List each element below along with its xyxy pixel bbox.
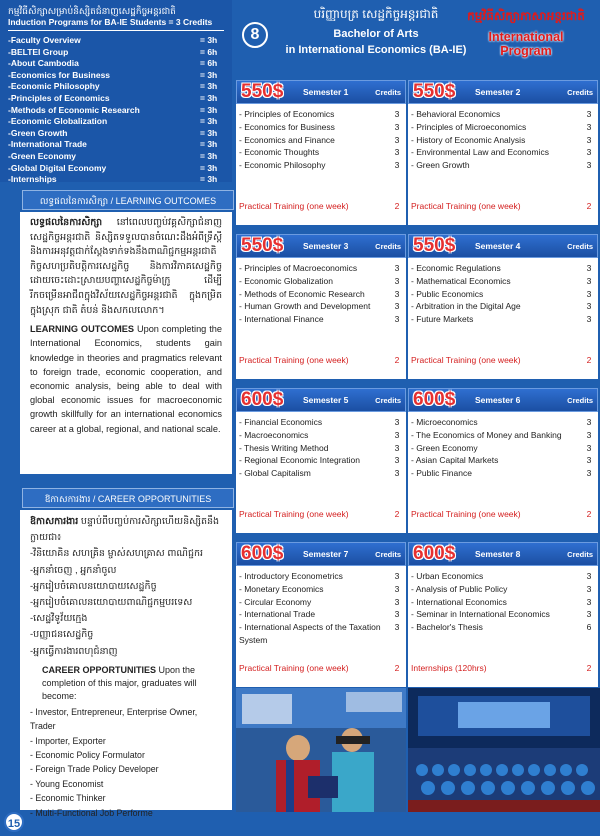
course-name: - Regional Economic Integration [239,455,360,466]
course-name: - Principles of Economics [239,109,335,119]
course-row [411,570,596,583]
course-list [236,566,406,647]
course-name: - Monetary Economics [239,583,324,594]
semester-price: 600$ [241,543,284,564]
semester-price: 550$ [413,235,456,256]
course-name: - Environmental Law and Economics [411,147,549,158]
course-credits: 3 [394,134,400,145]
course-row [411,416,596,429]
semester-name: Semester 3 [303,241,349,251]
course-row [239,429,404,442]
semester-card [408,80,598,225]
program-title-en-line1: Bachelor of Arts [333,28,419,40]
course-row [239,288,404,301]
induction-item [8,163,224,175]
semester-header [236,80,406,104]
practical-training-row [411,663,596,673]
course-credits: 3 [394,455,400,466]
practical-training-row [411,201,596,211]
induction-title-en: Induction Programs for BA-IE Students = 3 Credits [8,17,224,31]
induction-item [8,105,224,117]
career-en-item: - Foreign Trade Policy Developer [30,764,159,775]
semester-card [236,388,406,533]
practical-training-credits: 2 [586,663,592,673]
course-credits: 3 [586,263,592,273]
induction-item-hours: = 6h [200,46,218,57]
practical-training-credits: 2 [586,355,592,365]
practical-training-credits: 2 [586,509,592,519]
course-list [408,412,598,480]
course-row [239,275,404,288]
induction-item-name: -Green Growth [8,127,68,138]
course-credits: 3 [586,121,592,132]
course-name: - Financial Economics [239,417,323,427]
course-name: - International Finance [239,314,324,325]
course-row [239,134,404,147]
course-credits: 3 [586,160,592,171]
induction-item-name: -International Trade [8,139,87,150]
course-credits: 3 [394,288,400,299]
course-name: - History of Economic Analysis [411,134,526,145]
induction-item-name: -BELTEI Group [8,46,69,57]
course-credits: 3 [586,314,592,325]
semester-price: 550$ [241,235,284,256]
credits-label: Credits [375,549,401,559]
induction-item-name: -Internships [8,174,57,185]
induction-item [8,93,224,105]
course-name: - Economics and Finance [239,134,335,145]
course-credits: 3 [394,429,400,440]
induction-item [8,58,224,70]
program-title-en-line2: in International Economics (BA-IE) [285,44,467,56]
career-en-item: - Multi-Functional Job Performe [30,807,153,818]
course-row [411,262,596,275]
course-credits: 3 [394,442,400,453]
career-kh-item: -បញ្ញាជនសេដ្ឋកិច្ច [30,629,94,641]
course-credits: 3 [586,583,592,594]
induction-item [8,139,224,151]
program-header [236,0,600,72]
learning-outcomes-kh [30,216,222,318]
course-credits: 3 [586,442,592,453]
practical-training-credits: 2 [394,355,400,365]
course-name: - Principles of Microeconomics [411,121,527,132]
semester-header [408,388,598,412]
induction-item-hours: = 6h [200,58,218,69]
course-credits: 3 [394,147,400,158]
course-credits: 3 [586,301,592,312]
practical-training-row [411,509,596,519]
course-credits: 3 [394,109,400,119]
practical-training-label: Practical Training (one week) [239,509,349,519]
course-credits: 3 [394,622,400,633]
career-en-body: Upon the completion of this major, graduates will become: [42,664,197,701]
course-name: - Asian Capital Markets [411,455,499,466]
course-row [411,288,596,301]
course-credits: 3 [586,596,592,607]
program-title-kh: បរិញ្ញាបត្រ សេដ្ឋកិច្ចអន្តរជាតិ [313,7,439,21]
course-credits: 3 [394,160,400,171]
semester-header [236,234,406,258]
course-row [411,159,596,172]
induction-item-hours: = 3h [200,162,218,173]
practical-training-credits: 2 [394,663,400,673]
semester-name: Semester 1 [303,87,349,97]
course-credits: 3 [586,275,592,286]
induction-item-hours: = 3h [200,35,218,45]
induction-item [8,151,224,163]
course-credits: 3 [586,429,592,440]
course-name: - Economics for Business [239,121,335,132]
career-en-item: - Economic Thinker [30,793,106,804]
course-credits: 3 [394,583,400,594]
induction-item-hours: = 3h [200,127,218,138]
course-name: - Arbitration in the Digital Age [411,301,521,312]
course-list [236,258,406,326]
course-credits: 3 [394,596,400,607]
graduates-group-image [408,688,600,812]
career-kh-item: -អ្នកធ្វើការងារពហុជំនាញ [30,645,118,657]
course-row [411,467,596,480]
course-row [239,608,404,621]
course-row [411,583,596,596]
career-en-item: - Young Economist [30,778,104,789]
credits-label: Credits [375,241,401,251]
course-name: - Green Growth [411,160,470,171]
course-credits: 3 [394,314,400,325]
semester-header [236,542,406,566]
course-row [239,583,404,596]
induction-item-name: -About Cambodia [8,58,79,69]
lo-en-lead: LEARNING OUTCOMES [30,324,135,335]
course-name: - Economic Globalization [239,275,334,286]
semester-price: 600$ [241,389,284,410]
course-credits: 3 [394,275,400,286]
semester-header [408,234,598,258]
graduation-photo-left [236,688,406,812]
course-row [411,146,596,159]
semester-header [408,542,598,566]
practical-training-credits: 2 [394,201,400,211]
course-name: - International Aspects of the Taxation System [239,622,381,645]
course-name: - Public Economics [411,288,484,299]
learning-outcomes-heading: លទ្ធផលនៃការសិក្សា / LEARNING OUTCOMES [22,190,234,210]
course-name: - Behavioral Economics [411,109,501,119]
induction-title-kh: កម្មវិធីសិក្សាសម្រាប់និស្សិតជំនាញសេដ្ឋកិច្ចអន្តរជាតិ [8,6,176,16]
course-credits: 3 [586,147,592,158]
international-program-line2: Program [500,44,552,58]
course-row [239,262,404,275]
semester-card [236,80,406,225]
graduation-ceremony-image [236,688,406,812]
practical-training-label: Practical Training (one week) [239,355,349,365]
course-row [239,442,404,455]
course-credits: 3 [586,417,592,427]
course-name: - Human Growth and Development [239,301,371,312]
induction-item [8,81,224,93]
international-program-kh: កម្មវិធីសិក្សាភាសាអន្តរជាតិ [467,9,585,23]
career-kh-item: -អ្នករៀបចំគោលនយោបាយពាណិជ្ជកម្មបរទេស [30,597,193,609]
career-panel [20,510,232,818]
course-row [239,454,404,467]
semester-card [408,234,598,379]
course-credits: 3 [394,468,400,479]
course-row [239,313,404,326]
course-name: - Principles of Macroeconomics [239,263,358,273]
course-row [411,454,596,467]
course-credits: 3 [394,571,400,581]
course-row [239,300,404,313]
induction-item-hours: = 3h [200,104,218,115]
semester-card [408,388,598,533]
induction-item-hours: = 3h [200,116,218,127]
semester-price: 550$ [241,81,284,102]
course-name: - The Economics of Money and Banking [411,429,562,440]
course-credits: 3 [394,121,400,132]
practical-training-label: Practical Training (one week) [239,663,349,673]
course-row [411,121,596,134]
course-credits: 3 [586,468,592,479]
course-credits: 3 [586,609,592,620]
course-credits: 3 [586,571,592,581]
semester-name: Semester 7 [303,549,349,559]
graduation-photo-right [408,688,600,812]
course-name: - Mathematical Economics [411,275,511,286]
practical-training-row [411,355,596,365]
course-credits: 6 [586,622,592,633]
induction-item-name: -Principles of Economics [8,92,110,103]
induction-item-name: -Methods of Economic Research [8,104,140,115]
semester-name: Semester 4 [475,241,521,251]
course-name: - Microeconomics [411,417,478,427]
course-list [408,566,598,634]
career-kh-item: -វិនិយោគិន សហគ្រិន ម្ចាស់សហគ្រាស ពាណិជ្ជករ [30,548,204,560]
learning-outcomes-en [30,322,222,436]
course-credits: 3 [394,263,400,273]
course-row [411,108,596,121]
course-name: - Macroeconomics [239,429,309,440]
course-row [239,121,404,134]
course-name: - International Trade [239,609,316,620]
course-credits: 3 [586,109,592,119]
induction-programs [0,0,232,185]
career-kh-lead: ឱកាសការងារ [30,516,79,527]
course-credits: 3 [394,417,400,427]
course-row [411,442,596,455]
semester-card [236,234,406,379]
course-name: - Public Finance [411,468,472,479]
credits-label: Credits [375,87,401,97]
career-kh-intro [30,514,222,546]
course-name: - Future Markets [411,314,474,325]
course-list [236,412,406,480]
semester-price: 600$ [413,543,456,564]
induction-item-name: -Global Digital Economy [8,162,107,173]
career-en-item: - Importer, Exporter [30,735,106,746]
induction-item-name: -Green Economy [8,150,77,161]
practical-training-label: Practical Training (one week) [411,509,521,519]
practical-training-row [239,355,404,365]
lo-kh-body: នៅពេលបញ្ចប់វគ្គសិក្សាជំនាញសេដ្ឋកិច្ចអន្តរជាតិ និស្សិតទទួលបានចំណេះដឹងអំពីទ្រឹស្តី និងការអនុវត្តជាក់ស្តែងទាក់ទងនឹងពាណិជ្ជកម្មអន្តរជាតិ កិច្ចសហប្រតិបត្តិការសេដ្ឋកិច្ច និងការវិភាគសេដ្ឋកិច្ច ដោយចេះដោះស្រាយបញ្ហាសេដ្ឋកិច្ចម៉ាក្រូ ដើម្បីរីកចម្រើនអាជីពក្នុងវិស័យសេដ្ឋកិច្ចអន្តរជាតិ ក្នុងកម្រិតក្នុងស្រុក ជាតិ តំបន់ និងសកលលោក។ [30,217,222,316]
practical-training-credits: 2 [586,201,592,211]
course-name: - Thesis Writing Method [239,442,329,453]
induction-item-hours: = 3h [200,81,218,92]
course-row [239,416,404,429]
induction-item-hours: = 3h [200,69,218,80]
course-credits: 3 [394,609,400,620]
course-row [239,108,404,121]
course-name: - Methods of Economic Research [239,288,365,299]
course-list [408,104,598,172]
induction-item [8,116,224,128]
practical-training-label: Internships (120hrs) [411,663,487,673]
course-name: - Global Capitalism [239,468,311,479]
course-credits: 3 [394,301,400,312]
induction-item [8,174,224,186]
induction-item-hours: = 3h [200,174,218,185]
career-kh-list [30,546,222,659]
course-list [236,104,406,172]
course-row [239,146,404,159]
career-kh-item: -អ្នករៀបចំគោលនយោបាយសេដ្ឋកិច្ច [30,580,157,592]
course-row [239,570,404,583]
semester-card [408,542,598,687]
course-row [411,275,596,288]
practical-training-label: Practical Training (one week) [239,201,349,211]
induction-item-hours: = 3h [200,150,218,161]
course-name: - Circular Economy [239,596,312,607]
course-name: - Urban Economics [411,571,484,581]
career-heading: ឱកាសការងារ / CAREER OPPORTUNITIES [22,488,234,508]
induction-item [8,128,224,140]
career-kh-body: បន្ទាប់ពីបញ្ចប់ការសិក្សាហើយនិស្សិតនឹងក្លាយជា៖ [30,516,220,544]
semester-card [236,542,406,687]
induction-item [8,47,224,59]
semester-price: 550$ [413,81,456,102]
course-name: - Bachelor's Thesis [411,622,483,633]
course-name: - Economic Thoughts [239,147,320,158]
semester-price: 600$ [413,389,456,410]
practical-training-credits: 2 [394,509,400,519]
course-row [411,608,596,621]
induction-list [8,35,224,186]
course-row [411,429,596,442]
career-en-lead: CAREER OPPORTUNITIES [42,664,157,675]
practical-training-row [239,509,404,519]
practical-training-label: Practical Training (one week) [411,201,521,211]
career-en-item: - Investor, Entrepreneur, Enterprise Owner, Trader [30,706,198,732]
induction-item [8,35,224,47]
page-number: 15 [4,812,24,832]
program-title-en [276,26,476,58]
course-row [411,621,596,634]
course-row [239,159,404,172]
career-en-item: - Economic Policy Formulator [30,750,145,761]
international-program-en [456,30,596,58]
course-row [239,621,404,647]
course-row [239,467,404,480]
course-row [411,300,596,313]
induction-item-name: -Economic Globalization [8,116,108,127]
course-name: - Seminar in International Economics [411,609,550,620]
program-number-badge: 8 [242,22,268,48]
career-en-list [30,705,222,820]
course-row [411,134,596,147]
course-name: - Analysis of Public Policy [411,583,508,594]
course-row [411,313,596,326]
credits-label: Credits [567,395,593,405]
semester-name: Semester 8 [475,549,521,559]
international-program-line1: International [488,30,564,44]
semester-name: Semester 5 [303,395,349,405]
induction-item [8,70,224,82]
course-name: - Green Economy [411,442,478,453]
semester-name: Semester 2 [475,87,521,97]
course-name: - Economic Regulations [411,263,501,273]
course-credits: 3 [586,455,592,466]
practical-training-row [239,201,404,211]
credits-label: Credits [567,549,593,559]
course-credits: 3 [586,134,592,145]
course-row [411,596,596,609]
induction-item-name: -Faculty Overview [8,35,81,45]
course-name: - Economic Philosophy [239,160,326,171]
career-kh-item: -អ្នកនាំចេញ , អ្នកនាំចូល [30,564,117,576]
credits-label: Credits [567,241,593,251]
induction-item-name: -Economic Philosophy [8,81,100,92]
semester-name: Semester 6 [475,395,521,405]
lo-kh-lead: លទ្ធផលនៃការសិក្សា [30,217,103,228]
induction-item-hours: = 3h [200,92,218,103]
course-row [239,596,404,609]
course-credits: 3 [586,288,592,299]
practical-training-row [239,663,404,673]
lo-en-body: Upon completing the International Economics, students gain knowledge in theories and pragmatics relevant to foreign trade, economic cooperation, and economic analysis, being able to deal with global economic issues for macroeconomic growth skillfully for an international economics career at a global, regional, and national scale. [30,324,222,434]
induction-item-name: -Economics for Business [8,69,111,80]
semester-header [408,80,598,104]
credits-label: Credits [375,395,401,405]
course-list [408,258,598,326]
career-kh-item: -សេដ្ឋវិទូវ័យក្មេង [30,613,88,625]
course-name: - Introductory Econometrics [239,571,343,581]
credits-label: Credits [567,87,593,97]
semester-header [236,388,406,412]
career-en-intro [30,664,222,703]
practical-training-label: Practical Training (one week) [411,355,521,365]
learning-outcomes-panel [20,212,232,474]
course-name: - International Economics [411,596,507,607]
induction-item-hours: = 3h [200,139,218,150]
